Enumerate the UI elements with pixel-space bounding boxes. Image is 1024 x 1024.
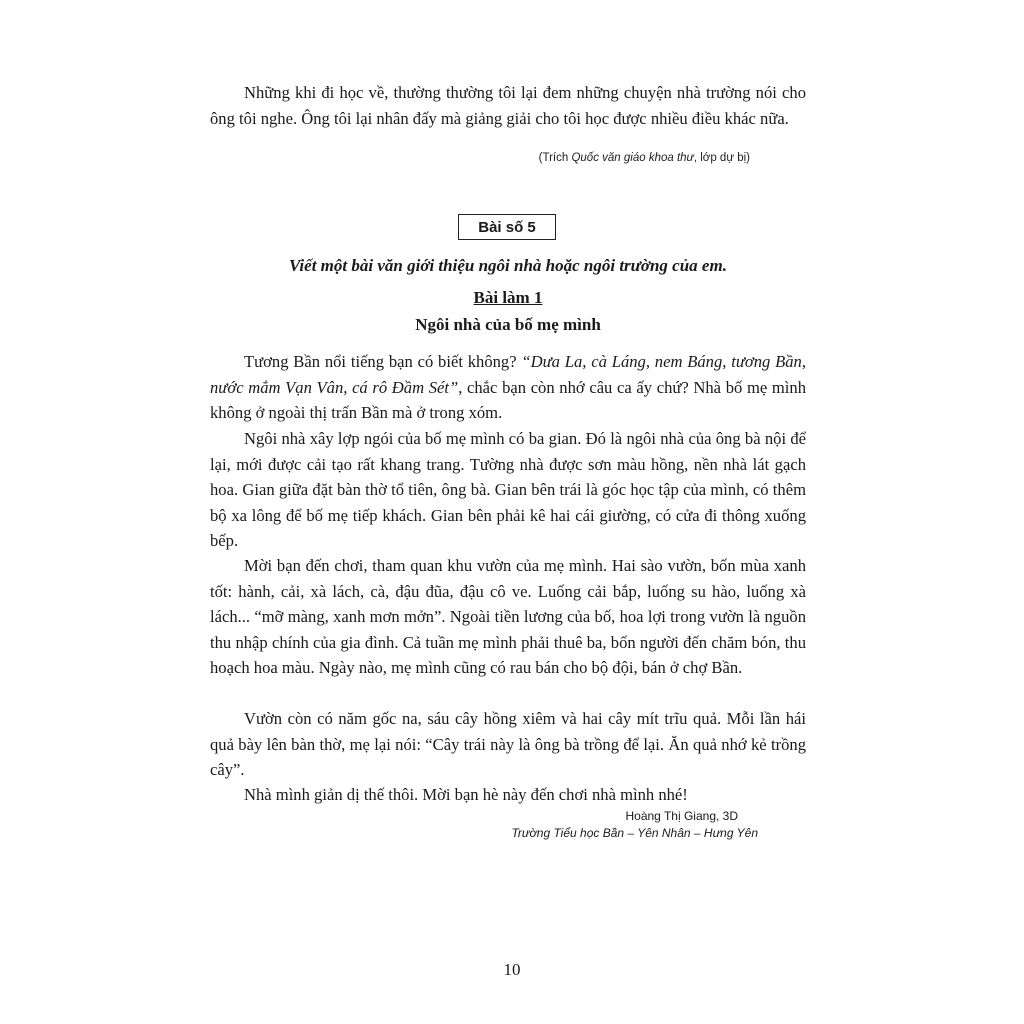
paragraph-3-text: Mời bạn đến chơi, tham quan khu vườn của mẹ mình. Hai sào vườn, bốn mùa xanh tốt: hành, cải, xà lách, cà, đậu đũa, đậu cô ve. Luống cải bắp, luống su hào, luống xà lách... “mỡ màng, xanh mơn mởn”. Ngoài tiền lương của bố, hoa lợi trong vườn là nguồn thu nhập chính của gia đình. Cả tuần mẹ mình phải thuê ba, bốn người đến chăm bón, thu hoạch hoa màu. Ngày nào, mẹ mình cũng có rau bán cho bộ đội, bán ở chợ Bần.	[210, 556, 806, 677]
paragraph-1	[210, 349, 806, 426]
citation-suffix: , lớp dự bị)	[693, 152, 750, 164]
page-number: 10	[503, 960, 521, 979]
paragraph-1-text-b: , chắc bạn còn nhớ câu ca ấy chứ? Nhà bố mẹ mình không ở ngoài thị trấn Bần mà ở trong xóm.	[210, 377, 806, 422]
section-box: Bài số 5	[458, 214, 556, 240]
intro-paragraph	[210, 80, 806, 131]
paragraph-5-text: Nhà mình giản dị thế thôi. Mời bạn hè này đến chơi nhà mình nhé!	[244, 785, 688, 804]
paragraph-4-text: Vườn còn có năm gốc na, sáu cây hồng xiêm và hai cây mít trĩu quả. Mỗi lần hái quả bày lên bàn thờ, mẹ lại nói: “Cây trái này là ông bà trồng để lại. Ăn quả nhớ kẻ trồng cây”.	[210, 709, 806, 779]
essay-label: Bài làm 1	[473, 288, 543, 307]
paragraph-4	[210, 706, 806, 783]
citation-title: Quốc văn giáo khoa thư	[571, 152, 694, 164]
paragraph-3	[210, 553, 806, 681]
assignment-prompt: Viết một bài văn giới thiệu ngôi nhà hoặc ngôi trường của em.	[289, 256, 727, 275]
school-name: Trường Tiểu học Bần – Yên Nhân – Hưng Yên	[511, 826, 758, 840]
paragraph-2-text: Ngôi nhà xây lợp ngói của bố mẹ mình có ba gian. Đó là ngôi nhà của ông bà nội để lại, mới được cải tạo rất khang trang. Tường nhà được sơn màu hồng, nền nhà lát gạch hoa. Gian giữa đặt bàn thờ tổ tiên, ông bà. Gian bên trái là góc học tập của mình, có thêm bộ xa lông để bố mẹ tiếp khách. Gian bên phải kê hai cái giường, có cửa đi thông xuống bếp.	[210, 429, 806, 550]
paragraph-1-text-a: Tương Bần nổi tiếng bạn có biết không?	[244, 352, 522, 371]
citation-prefix: (Trích	[538, 152, 572, 164]
intro-paragraph-text: Những khi đi học về, thường thường tôi lại đem những chuyện nhà trường nói cho ông tôi nghe. Ông tôi lại nhân đấy mà giảng giải cho tôi học được nhiều điều khác nữa.	[210, 83, 806, 128]
paragraph-5	[210, 782, 806, 808]
author-name: Hoàng Thị Giang, 3D	[625, 809, 738, 823]
paragraph-2	[210, 426, 806, 554]
paragraph-1-quote: “Dưa La, cà Láng, nem Báng, tương Bần, nước mắm Vạn Vân, cá rô Đầm Sét”	[210, 352, 807, 397]
essay-title: Ngôi nhà của bố mẹ mình	[415, 315, 601, 334]
citation	[539, 152, 750, 164]
